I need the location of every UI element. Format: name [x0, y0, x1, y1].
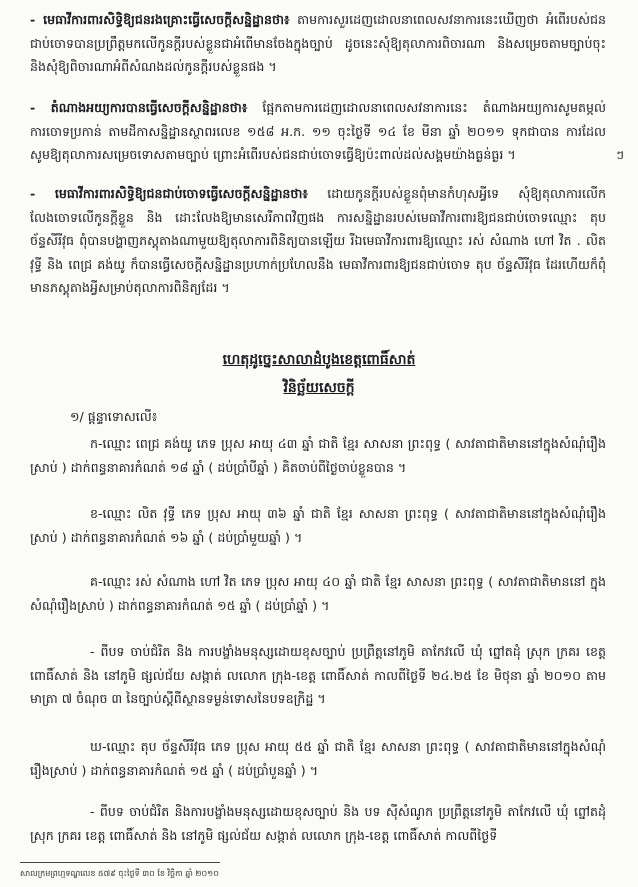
- footer-rule: [20, 862, 220, 863]
- offence-kho: - ពីបទ ចាប់ជំរិត និងការបង្ខាំងមនុស្សដោយខុសច្បាប់ និង បទ ស៊ីសំណូក ប្រព្រឹត្តនៅភូមិ តាកែវលើ ឃុំ ព្នៅតដុំ ស្រុក ក្រគរ ខេត្ត ពោធិ៍សាត់ និង នៅភូមិ ផ្សល់ជ័យ សង្កាត់ លលោក ក្រុង-ខេត្ត ពោធិ៍សាត់ កាលពីថ្ងៃទី: [30, 804, 606, 843]
- paragraph-text: តាមការសួរដេញដោលនាពេលសវនាការនេះឃើញថា អំពើរបស់ជនជាប់ចោទបានប្រព្រឹត្តមកលើកូនក្តីរបស់ខ្លួនជាអំពើមានចែងក្នុងច្បាប់ ដូចនេះសុំឱ្យតុលាការពិចារណា និងសម្រេចតាមច្បាប់ចុះ និងសុំឱ្យពិចារណាអំពីសំណងដល់កូនក្តីរបស់ខ្លួនផង ។: [30, 12, 607, 74]
- paragraph-text: ដោយកូនក្តីរបស់ខ្លួនពុំមានកំហុសអ្វីទេ សុំឱ្យតុលាការលើកលែងចោទលើកូនក្តីខ្លួន និង ដោះលែងឱ្យមានសេរីភាពវិញផង ការសន្និដ្ឋានរបស់មេធាវីការពារឱ្យជនជាប់ចោទឈ្មោះ តុប ច័ន្ទសីរីវុធ ពុំបានបង្ហាញភស្តុតាងណាមួយឱ្យតុលាការពិនិត្យបានឡើយ រីឯមេធាវីការពារឱ្យឈ្មោះ រស់ សំណាង ហៅ វិត . លិត វុទ្ធី និង ពេជ្រ គង់យូ ក៏បានធ្វើសេចក្តីសន្និដ្ឋានប្រហាក់ប្រហែលនឹង មេធាវីការពារឱ្យជនជាប់ចោទ តុប ច័ន្ទសីរីវុធ ដែរហើយក៏ពុំមានភស្តុតាងអ្វីសម្រាប់តុលាការពិនិត្យដែរ ។: [30, 186, 606, 295]
- judgment-heading: វិនិច្ឆ័យសេចក្តី: [283, 380, 355, 396]
- convict-ko: គ-ឈ្មោះ រស់ សំណាង ហៅ វិត ភេទ ប្រុស អាយុ ៤០ ឆ្នាំ ជាតិ ខ្មែរ សាសនា ព្រះពុទ្ធ ( សាវតាជាតិមាននៅ ក្នុងសំណុំរឿងស្រាប់ ) ដាក់ពន្ធនាគារកំណត់ ១៥ ឆ្នាំ ( ដប់ប្រាំឆ្នាំ ) ។: [30, 574, 606, 613]
- paragraph-prosecutor: [30, 96, 606, 167]
- convict-kho: ឃ-ឈ្មោះ តុប ច័ន្ទសីរីវុធ ភេទ ប្រុស អាយុ ៥៥ ឆ្នាំ ជាតិ ខ្មែរ សាសនា ព្រះពុទ្ធ ( សាវតាជាតិមាននៅក្នុងសំណុំរឿងស្រាប់ ) ដាក់ពន្ធនាគារកំណត់ ១៥ ឆ្នាំ ( ដប់ប្រាំបួនឆ្នាំ ) ។: [30, 739, 606, 778]
- offence-ko: - ពីបទ ចាប់ជំរិត និង ការបង្ខាំងមនុស្សដោយខុសច្បាប់ ប្រព្រឹត្តនៅភូមិ តាកែវលើ ឃុំ ព្នៅតដុំ ស្រុក ក្រគរ ខេត្ត ពោធិ៍សាត់ និង នៅភូមិ ផ្សល់ជ័យ សង្កាត់ លលោក ក្រុង-ខេត្ត ពោធិ៍សាត់ កាលពីថ្ងៃទី ២៤.២៥ ខែ មិថុនា ឆ្នាំ ២០១០ តាមមាត្រា ៧ ចំណុច ៣ នៃច្បាប់ស្តីពីស្ថានទម្ងន់ទោសនៃបទឧក្រិដ្ឋ ។: [30, 644, 606, 706]
- paragraph-text: ផ្អែកតាមការដេញដោលនាពេលសវនាការនេះ តំណាងអយ្យការសូមតម្កល់ការចោទប្រកាន់ តាមដីកាសន្និដ្ឋានស្ថាពរលេខ ១៥៨ អ.ក. ១១ ចុះថ្ងៃទី ១៤ ខែ មីនា ឆ្នាំ ២០១១ ទុកជាបាន ការដែល សូមឱ្យតុលាការសម្រេចទោសតាមច្បាប់ ព្រោះអំពើរបស់ជនជាប់ចោទធ្វើឱ្យប៉ះពាល់ដល់សង្គមយ៉ាងធ្ងន់ធ្ងរ ។: [30, 100, 606, 162]
- paragraph-defense-victim: [30, 8, 606, 79]
- paragraph-label: - តំណាងអយ្យការបានធ្វើសេចក្តីសន្និដ្ឋានថា៖: [30, 100, 248, 115]
- court-heading: ហេតុដូច្នេះសាលាដំបូងខេត្តពោធិ៍សាត់: [222, 352, 416, 368]
- margin-mark: ៗ: [616, 148, 624, 162]
- item-1-title: ១/ ផ្តន្ទាទោសលើ៖: [70, 409, 158, 424]
- paragraph-label: - មេធាវីការពារសិទ្ធិឱ្យជនជាប់ចោទធ្វើសេចក្តីសន្និដ្ឋានថា៖: [30, 186, 308, 201]
- footer-note: សាលក្រមព្រហ្មទណ្ឌលេខ ៥៧៩ ចុះថ្ងៃទី ៣០ ខែ វិច្ឆិកា ឆ្នាំ ២០១០: [20, 869, 219, 878]
- convict-ka: ក-ឈ្មោះ ពេជ្រ គង់យូ ភេទ ប្រុស អាយុ ៤៣ ឆ្នាំ ជាតិ ខ្មែរ សាសនា ព្រះពុទ្ធ ( សាវតាជាតិមាននៅក្នុងសំណុំរឿងស្រាប់ ) ដាក់ពន្ធនាគារកំណត់ ១៨ ឆ្នាំ ( ដប់ប្រាំបីឆ្នាំ ) គិតចាប់ពីថ្ងៃចាប់ខ្លួនបាន ។: [30, 436, 606, 475]
- paragraph-label: - មេធាវីការពារសិទ្ធិឱ្យជនរងគ្រោះធ្វើសេចក្តីសន្និដ្ឋានថា៖: [30, 12, 290, 27]
- paragraph-defense-accused: [30, 182, 606, 300]
- convict-kha: ខ-ឈ្មោះ លិត វុទ្ធី ភេទ ប្រុស អាយុ ៣៦ ឆ្នាំ ជាតិ ខ្មែរ សាសនា ព្រះពុទ្ធ ( សាវតាជាតិមាននៅក្នុងសំណុំរឿងស្រាប់ ) ដាក់ពន្ធនាគារកំណត់ ១៦ ឆ្នាំ ( ដប់ប្រាំមួយឆ្នាំ ) ។: [30, 506, 606, 545]
